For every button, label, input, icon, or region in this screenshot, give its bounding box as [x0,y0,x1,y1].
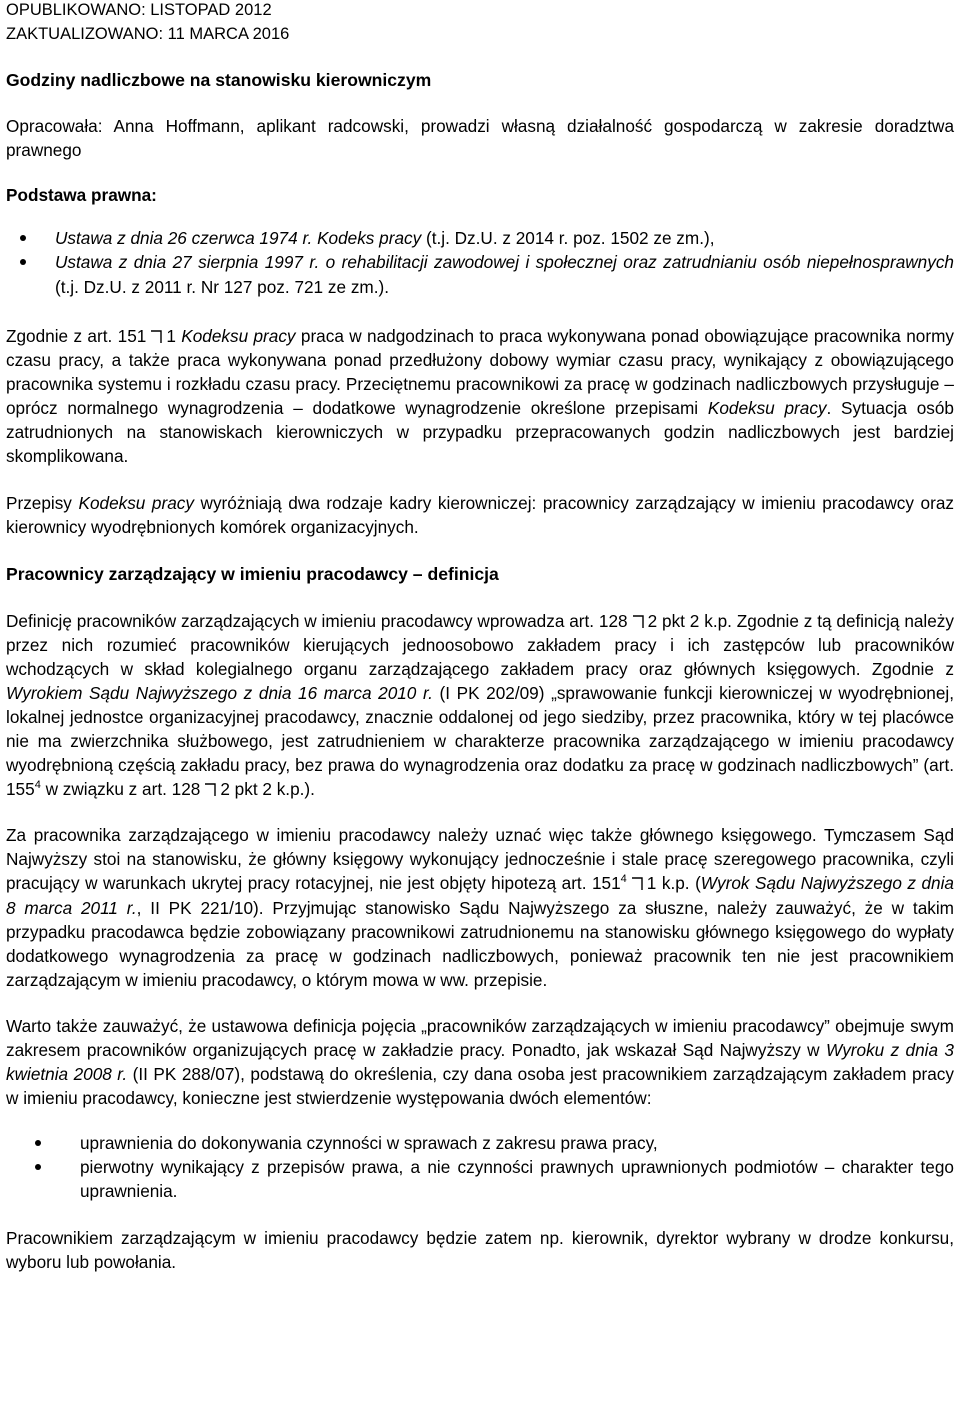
legal-basis-heading: Podstawa prawna: [6,185,157,206]
text-run: Przepisy [6,493,79,514]
text-run: 1 k.p. ( [646,873,701,894]
section-sign-icon [150,329,162,345]
text-run: (II PK 288/07), podstawą do określenia, czy dana osoba jest pracownikiem zarządzającym zakładem pracy w imieniu pracodawcy, konieczne jest stwierdzenie występowania dwóch elementów: [6,1064,954,1109]
superscript: 4 [620,873,627,886]
italic-reference: Wyrokiem Sądu Najwyższego z dnia 16 marca 2010 r. [6,682,433,703]
paragraph-chief-accountant [6,823,954,992]
act-title: Ustawa z dnia 27 sierpnia 1997 r. o rehabilitacji zawodowej i społecznej oraz zatrudnianiu osób niepełnosprawnych [55,252,954,273]
paragraph-manager-definition [6,609,954,802]
publication-dates [6,0,954,46]
section-heading: Pracownicy zarządzający w imieniu pracodawcy – definicja [6,564,499,585]
text-run: praca w nadgodzinach to praca wykonywana ponad obowiązujące pracownika normy czasu pracy, a także praca wykonywana ponad przedłużony dobowy wymiar czasu pracy, wynikający z obowiązującego pracownika systemu i rozkładu czasu pracy. Przeciętnemu pracownikowi za pracę w godzinach nadliczbowych przysługuje – oprócz normalnego wynagrodzenia – dodatkowe wynagrodzenie określone przepisami [6,325,954,418]
italic-reference: Kodeksu pracy [707,397,827,418]
text-run: 2 pkt 2 k.p. Zgodnie z tą definicją należy przez nich rozumieć pracowników kierujących jednoosobowo zakładem pracy i ich zastępców lub pracowników wchodzących w skład kolegialnego organu zarządzającego zakładem pracy oraz głównych księgowych. Zgodnie z [6,610,954,679]
italic-reference: Kodeksu pracy [181,325,296,346]
section-sign-icon [631,876,643,892]
elements-list [6,1131,954,1203]
legal-basis-item [55,226,954,250]
paragraph-definition-scope [6,1014,954,1110]
legal-basis-item [55,250,954,298]
text-run: 1 [166,325,176,346]
act-citation: (t.j. Dz.U. z 2014 r. poz. 1502 ze zm.), [421,228,715,249]
text-run: wyróżniają dwa rodzaje kadry kierowniczej: pracownicy zarządzający w imieniu pracodawcy oraz kierownicy wyodrębnionych komórek organizacyjnych. [6,493,954,538]
legal-basis-list [6,226,954,298]
updated-date: ZAKTUALIZOWANO: 11 MARCA 2016 [6,25,290,43]
text-run: . Sytuacja osób zatrudnionych na stanowiskach kierowniczych w przypadku przepracowanych godzin nadliczbowych jest bardziej skomplikowana. [6,397,954,467]
text-run: Zgodnie z art. 151 [6,325,147,346]
paragraph-conclusion: Pracownikiem zarządzającym w imieniu pracodawcy będzie zatem np. kierownik, dyrektor wybrany w drodze konkursu, wyboru lub powołania. [6,1227,954,1272]
text-run: 2 pkt 2 k.p.). [220,779,315,800]
text-run: Warto także zauważyć, że ustawowa definicja pojęcia „pracowników zarządzających w imieniu pracodawcy” obejmuje swym zakresem pracowników organizujących pracę w zakładzie pracy. Ponadto, jak wskazał Sąd Najwyższy w [6,1015,954,1060]
text-run: Definicję pracowników zarządzających w imieniu pracodawcy wprowadza art. 128 [6,610,628,631]
text-run: w związku z art. 128 [40,779,201,800]
text-run: , II PK 221/10). Przyjmując stanowisko Sądu Najwyższego za słuszne, należy zauważyć, że w takim przypadku pracodawca będzie zobowiązany pracownikowi zatrudnionemu na stanowisku głównego księgowego do wypłaty dodatkowego wynagrodzenia za pracę w godzinach nadliczbowych, ponieważ pracownik ten nie jest pracownikiem zarządzającym w imieniu pracodawcy, o którym mowa w ww. przepisie. [6,897,954,990]
superscript: 4 [34,779,41,792]
paragraph-management-types [6,491,954,539]
italic-reference: Kodeksu pracy [78,493,194,514]
list-item: uprawnienia do dokonywania czynności w sprawach z zakresu prawa pracy, [80,1131,954,1155]
text-run: (I PK 202/09) „sprawowanie funkcji kierowniczej w wyodrębnionej, lokalnej jednostce organizacyjnej pracodawcy, znacznie oddalonej od jego siedziby, przez pracownika, który w tej placówce nie ma zwierzchnika służbowego, jest zatrudnieniem w charakterze pracownika zarządzającego w imieniu pracodawcy wyodrębnioną częścią zakładu pracy, bez prawa do wynagrodzenia oraz dodatku za pracę w godzinach nadliczbowych” (art. 155 [6,682,954,800]
article-title: Godziny nadliczbowe na stanowisku kierowniczym [6,70,432,90]
author-line: Opracowała: Anna Hoffmann, aplikant radcowski, prowadzi własną działalność gospodarczą w zakresie doradztwa prawnego [6,116,954,161]
text-run: Za pracownika zarządzającego w imieniu pracodawcy należy uznać więc także głównego księgowego. Tymczasem Sąd Najwyższy stoi na stanowisku, że główny księgowy wykonujący jednocześnie i stale pracę szeregowego pracownika, czyli pracujący w warunkach ukrytej pracy rotacyjnej, nie jest objęty hipotezą art. 151 [6,825,954,894]
section-sign-icon [632,614,644,630]
act-citation: (t.j. Dz.U. z 2011 r. Nr 127 poz. 721 ze zm.). [55,276,390,297]
act-title: Ustawa z dnia 26 czerwca 1974 r. Kodeks pracy [55,228,422,249]
list-item: pierwotny wynikający z przepisów prawa, a nie czynności prawnych uprawnionych podmiotów – charakter tego uprawnienia. [80,1155,954,1203]
italic-reference: Wyrok Sądu Najwyższego z dnia 8 marca 2011 r. [6,873,954,918]
italic-reference: Wyroku z dnia 3 kwietnia 2008 r. [6,1040,954,1085]
section-sign-icon [204,782,216,798]
published-date: OPUBLIKOWANO: LISTOPAD 2012 [6,1,272,19]
paragraph-overtime-definition [6,324,954,469]
